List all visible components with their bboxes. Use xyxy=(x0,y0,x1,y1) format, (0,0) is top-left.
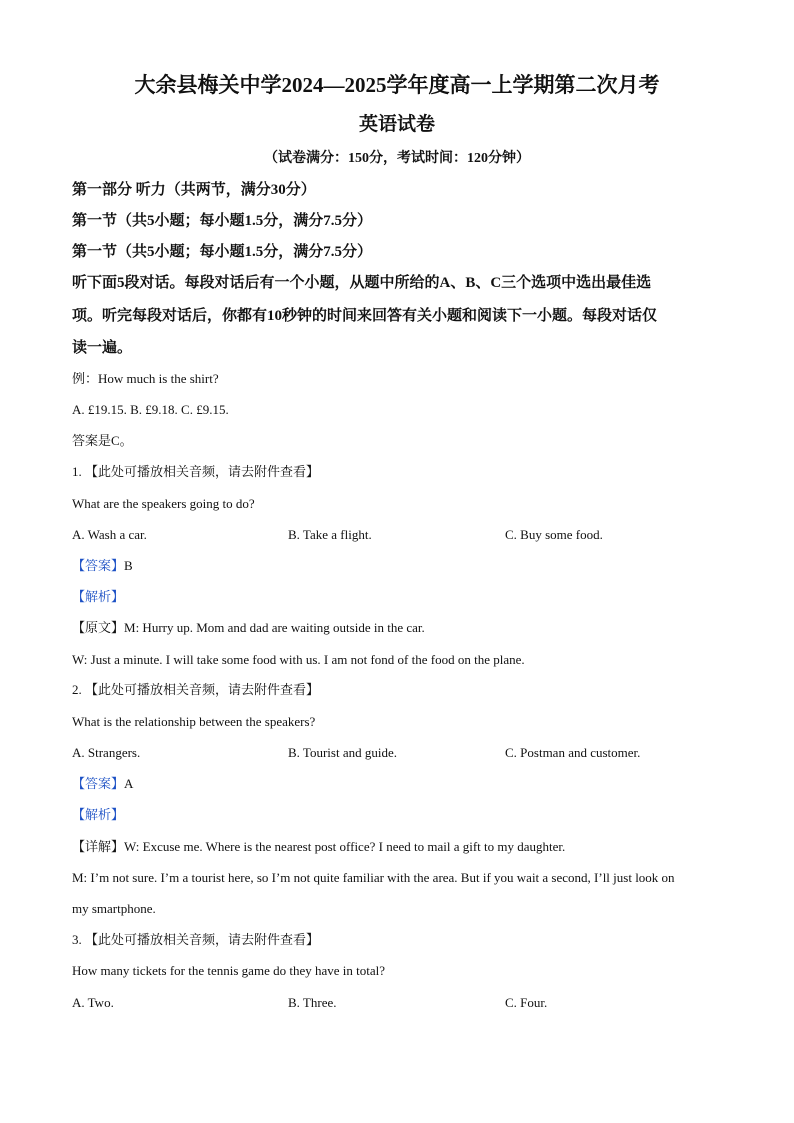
instructions-line-3: 读一遍。 xyxy=(72,340,133,356)
detail-tag: 【详解】 xyxy=(72,839,125,854)
question-2-analysis xyxy=(72,806,124,824)
question-3-option-a: A. Two. xyxy=(72,995,114,1010)
analysis-tag: 【解析】 xyxy=(72,807,125,822)
question-3-text: How many tickets for the tennis game do they have in total? xyxy=(72,963,385,978)
question-2-transcript-2: M: I’m not sure. I’m a tourist here, so I’m not quite familiar with the area. But if you wait a second, I’ll just look on xyxy=(72,870,675,885)
question-2-text: What is the relationship between the speakers? xyxy=(72,714,316,729)
question-1-number: 1. 【此处可播放相关音频，请去附件查看】 xyxy=(72,464,320,479)
transcript-tag: 【原文】 xyxy=(72,620,125,635)
question-1-text: What are the speakers going to do? xyxy=(72,496,255,511)
exam-subtitle: 英语试卷 xyxy=(358,114,435,135)
transcript-text: W: Excuse me. Where is the nearest post office? I need to mail a gift to my daughter. xyxy=(124,839,566,854)
exam-note: （试卷满分：150分，考试时间：120分钟） xyxy=(264,151,530,166)
question-3-number: 3. 【此处可播放相关音频，请去附件查看】 xyxy=(72,932,320,947)
question-1-option-b: B. Take a flight. xyxy=(288,527,372,542)
question-2-transcript-1 xyxy=(72,838,565,856)
answer-tag: 【答案】 xyxy=(72,776,125,791)
question-2-option-c: C. Postman and customer. xyxy=(505,745,641,760)
question-1-option-a: A. Wash a car. xyxy=(72,527,147,542)
question-1-transcript-1 xyxy=(72,619,425,637)
example-answer: 答案是C。 xyxy=(72,433,133,448)
question-3-option-b: B. Three. xyxy=(288,995,337,1010)
part-heading: 第一部分 听力（共两节，满分30分） xyxy=(72,182,316,198)
question-1-option-c: C. Buy some food. xyxy=(505,527,603,542)
question-3-option-c: C. Four. xyxy=(505,995,548,1010)
question-1-transcript-2: W: Just a minute. I will take some food with us. I am not fond of the food on the plane. xyxy=(72,652,525,667)
instructions-line-1: 听下面5段对话。每段对话后有一个小题，从题中所给的A、B、C三个选项中选出最佳选 xyxy=(72,275,652,291)
answer-tag: 【答案】 xyxy=(72,558,125,573)
question-2-option-b: B. Tourist and guide. xyxy=(288,745,397,760)
question-2-answer xyxy=(72,775,133,793)
question-2-number: 2. 【此处可播放相关音频，请去附件查看】 xyxy=(72,682,320,697)
question-2-option-a: A. Strangers. xyxy=(72,745,141,760)
instructions-line-2: 项。听完每段对话后，你都有10秒钟的时间来回答有关小题和阅读下一小题。每段对话仅 xyxy=(72,308,658,324)
question-1-analysis xyxy=(72,588,124,606)
section-heading-1: 第一节（共5小题；每小题1.5分，满分7.5分） xyxy=(72,213,373,229)
example-question: 例：How much is the shirt? xyxy=(72,371,219,386)
answer-value: B xyxy=(124,558,133,573)
answer-value: A xyxy=(124,776,134,791)
question-1-answer xyxy=(72,557,133,575)
analysis-tag: 【解析】 xyxy=(72,589,125,604)
exam-title: 大余县梅关中学2024—2025学年度高一上学期第二次月考 xyxy=(134,73,660,97)
transcript-text: M: Hurry up. Mom and dad are waiting outside in the car. xyxy=(124,620,425,635)
question-2-transcript-3: my smartphone. xyxy=(72,901,156,916)
section-heading-2: 第一节（共5小题；每小题1.5分，满分7.5分） xyxy=(72,244,373,260)
example-options: A. £19.15. B. £9.18. C. £9.15. xyxy=(72,402,229,417)
